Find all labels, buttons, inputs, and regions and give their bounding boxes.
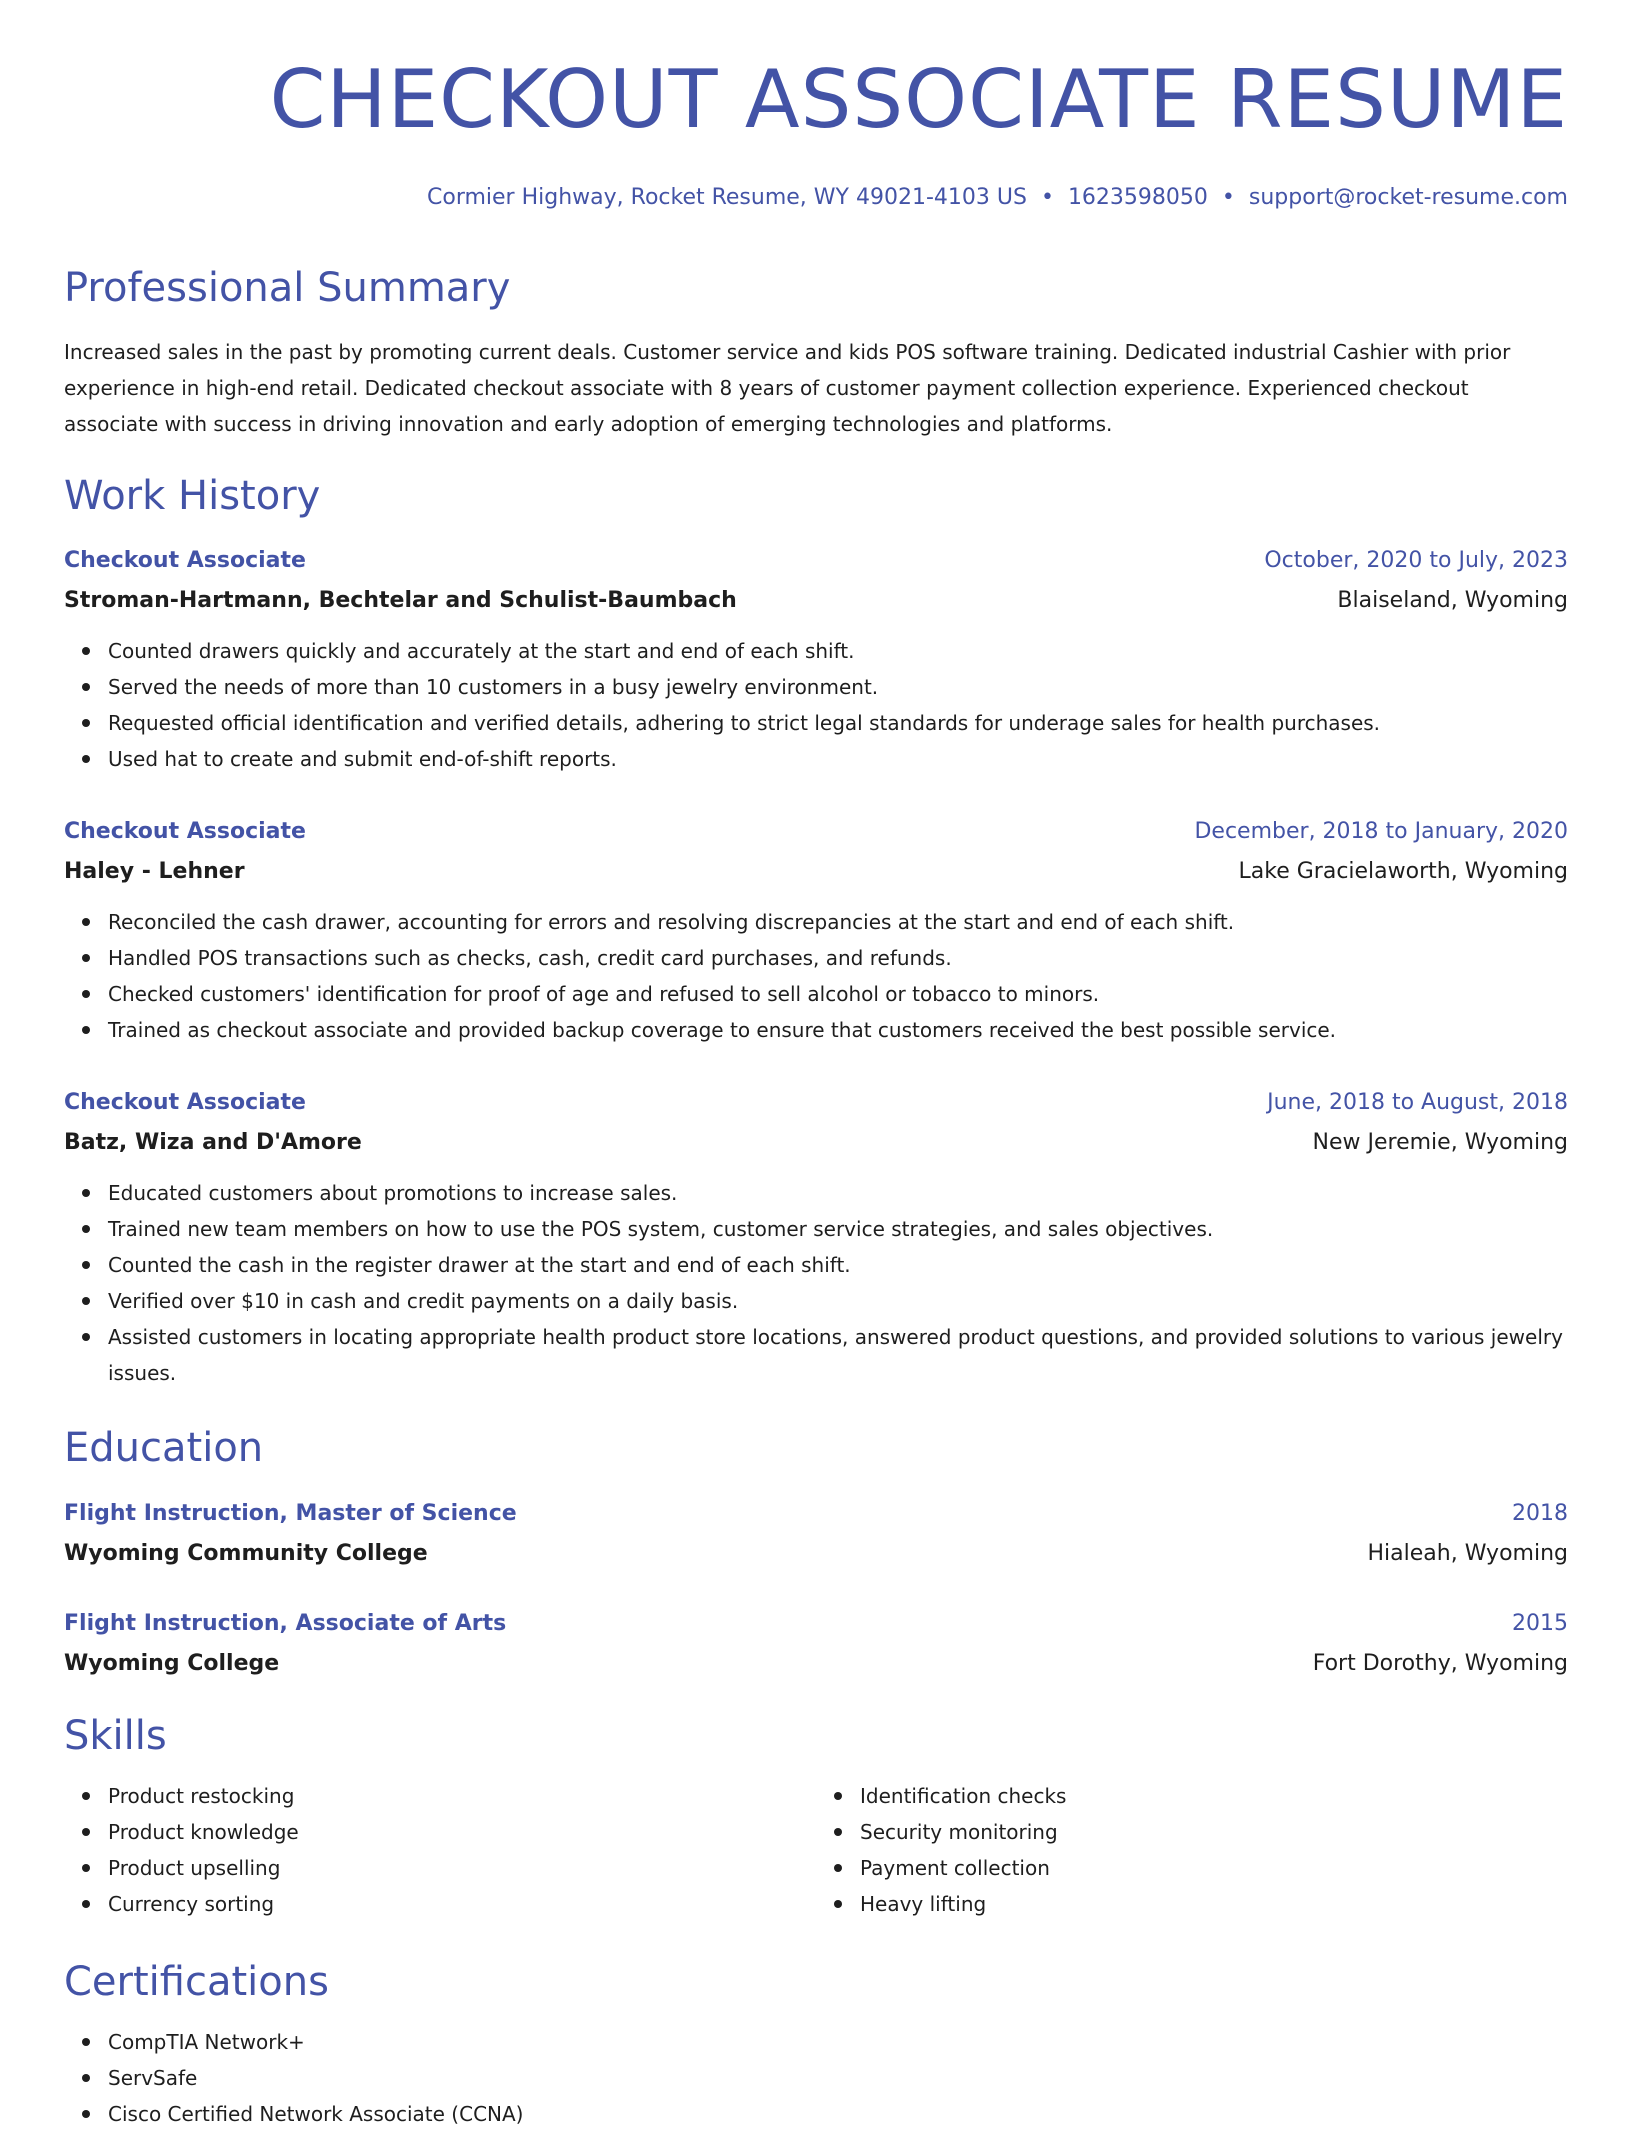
contact-phone: 1623598050 [1067,185,1208,210]
skills-list [64,1778,1568,1922]
education-year: 2018 [1512,1501,1568,1526]
job-location: Blaiseland, Wyoming [1337,588,1568,613]
list-item: Counted drawers quickly and accurately at the start and end of each shift. [108,633,1568,669]
list-item: Payment collection [860,1850,1568,1886]
resume-title: CHECKOUT ASSOCIATE RESUME [269,53,1568,146]
list-item: Counted the cash in the register drawer at the start and end of each shift. [108,1247,1568,1283]
education-entry [64,1494,1568,1574]
list-item: Trained as checkout associate and provided backup coverage to ensure that customers received the best possible service. [108,1012,1568,1048]
job-dates: December, 2018 to January, 2020 [1194,819,1568,844]
contact-email[interactable]: support@rocket-resume.com [1248,185,1568,210]
list-item: Verified over $10 in cash and credit payments on a daily basis. [108,1283,1568,1319]
list-item: Used hat to create and submit end-of-shift reports. [108,741,1568,777]
job-bullets [64,904,1568,1048]
list-item: ServSafe [108,2060,1568,2096]
list-item: CompTIA Network+ [108,2024,1568,2060]
certifications-list [64,2024,1568,2132]
education-school: Wyoming Community College [64,1541,428,1566]
section-heading-work-history: Work History [64,473,321,519]
section-heading-certifications: Certifications [64,1959,329,2005]
job-company: Haley - Lehner [64,859,245,884]
job-role: Checkout Associate [64,548,306,573]
list-item: Served the needs of more than 10 customers in a busy jewelry environment. [108,669,1568,705]
skills-column-left [64,1778,816,1922]
job-bullets [64,633,1568,777]
education-year: 2015 [1512,1611,1568,1636]
list-item: Identification checks [860,1778,1568,1814]
contact-separator: • [1040,185,1054,210]
job-role: Checkout Associate [64,819,306,844]
list-item: Cisco Certified Network Associate (CCNA) [108,2096,1568,2132]
list-item: Currency sorting [108,1886,816,1922]
skills-column-right [816,1778,1568,1922]
list-item: Requested official identification and verified details, adhering to strict legal standards for underage sales for health purchases. [108,705,1568,741]
job-entry [64,541,1568,777]
education-school: Wyoming College [64,1651,280,1676]
contact-address: Cormier Highway, Rocket Resume, WY 49021-4103 US [427,185,1027,210]
section-heading-skills: Skills [64,1713,167,1759]
education-location: Fort Dorothy, Wyoming [1312,1651,1568,1676]
section-heading-education: Education [64,1425,264,1471]
list-item: Reconciled the cash drawer, accounting for errors and resolving discrepancies at the start and end of each shift. [108,904,1568,940]
education-degree: Flight Instruction, Associate of Arts [64,1611,507,1636]
education-entry [64,1604,1568,1684]
job-bullets [64,1175,1568,1391]
list-item: Product upselling [108,1850,816,1886]
job-entry [64,1083,1568,1391]
list-item: Product restocking [108,1778,816,1814]
job-company: Stroman-Hartmann, Bechtelar and Schulist-Baumbach [64,588,737,613]
list-item: Security monitoring [860,1814,1568,1850]
education-location: Hialeah, Wyoming [1367,1541,1568,1566]
list-item: Checked customers' identification for proof of age and refused to sell alcohol or tobacco to minors. [108,976,1568,1012]
summary-text: Increased sales in the past by promoting current deals. Customer service and kids POS software training. Dedicated industrial Cashier with prior experience in high-end retail. Dedicated checkout associate with 8 years of customer payment collection experience. Experienced checkout associate with success in driving innovation and early adoption of emerging technologies and platforms. [64,340,1511,436]
list-item: Product knowledge [108,1814,816,1850]
list-item: Handled POS transactions such as checks, cash, credit card purchases, and refunds. [108,940,1568,976]
list-item: Educated customers about promotions to increase sales. [108,1175,1568,1211]
education-degree: Flight Instruction, Master of Science [64,1501,517,1526]
job-entry [64,812,1568,1048]
job-location: New Jeremie, Wyoming [1312,1130,1568,1155]
list-item: Trained new team members on how to use the POS system, customer service strategies, and sales objectives. [108,1211,1568,1247]
contact-line [427,182,1568,214]
contact-separator: • [1221,185,1235,210]
job-company: Batz, Wiza and D'Amore [64,1130,362,1155]
certifications-bullets [64,2024,1568,2132]
list-item: Heavy lifting [860,1886,1568,1922]
section-heading-summary: Professional Summary [64,265,511,311]
job-dates: June, 2018 to August, 2018 [1267,1090,1568,1115]
list-item: Assisted customers in locating appropriate health product store locations, answered product questions, and provided solutions to various jewelry issues. [108,1319,1568,1391]
job-role: Checkout Associate [64,1090,306,1115]
job-location: Lake Gracielaworth, Wyoming [1238,859,1568,884]
job-dates: October, 2020 to July, 2023 [1264,548,1568,573]
